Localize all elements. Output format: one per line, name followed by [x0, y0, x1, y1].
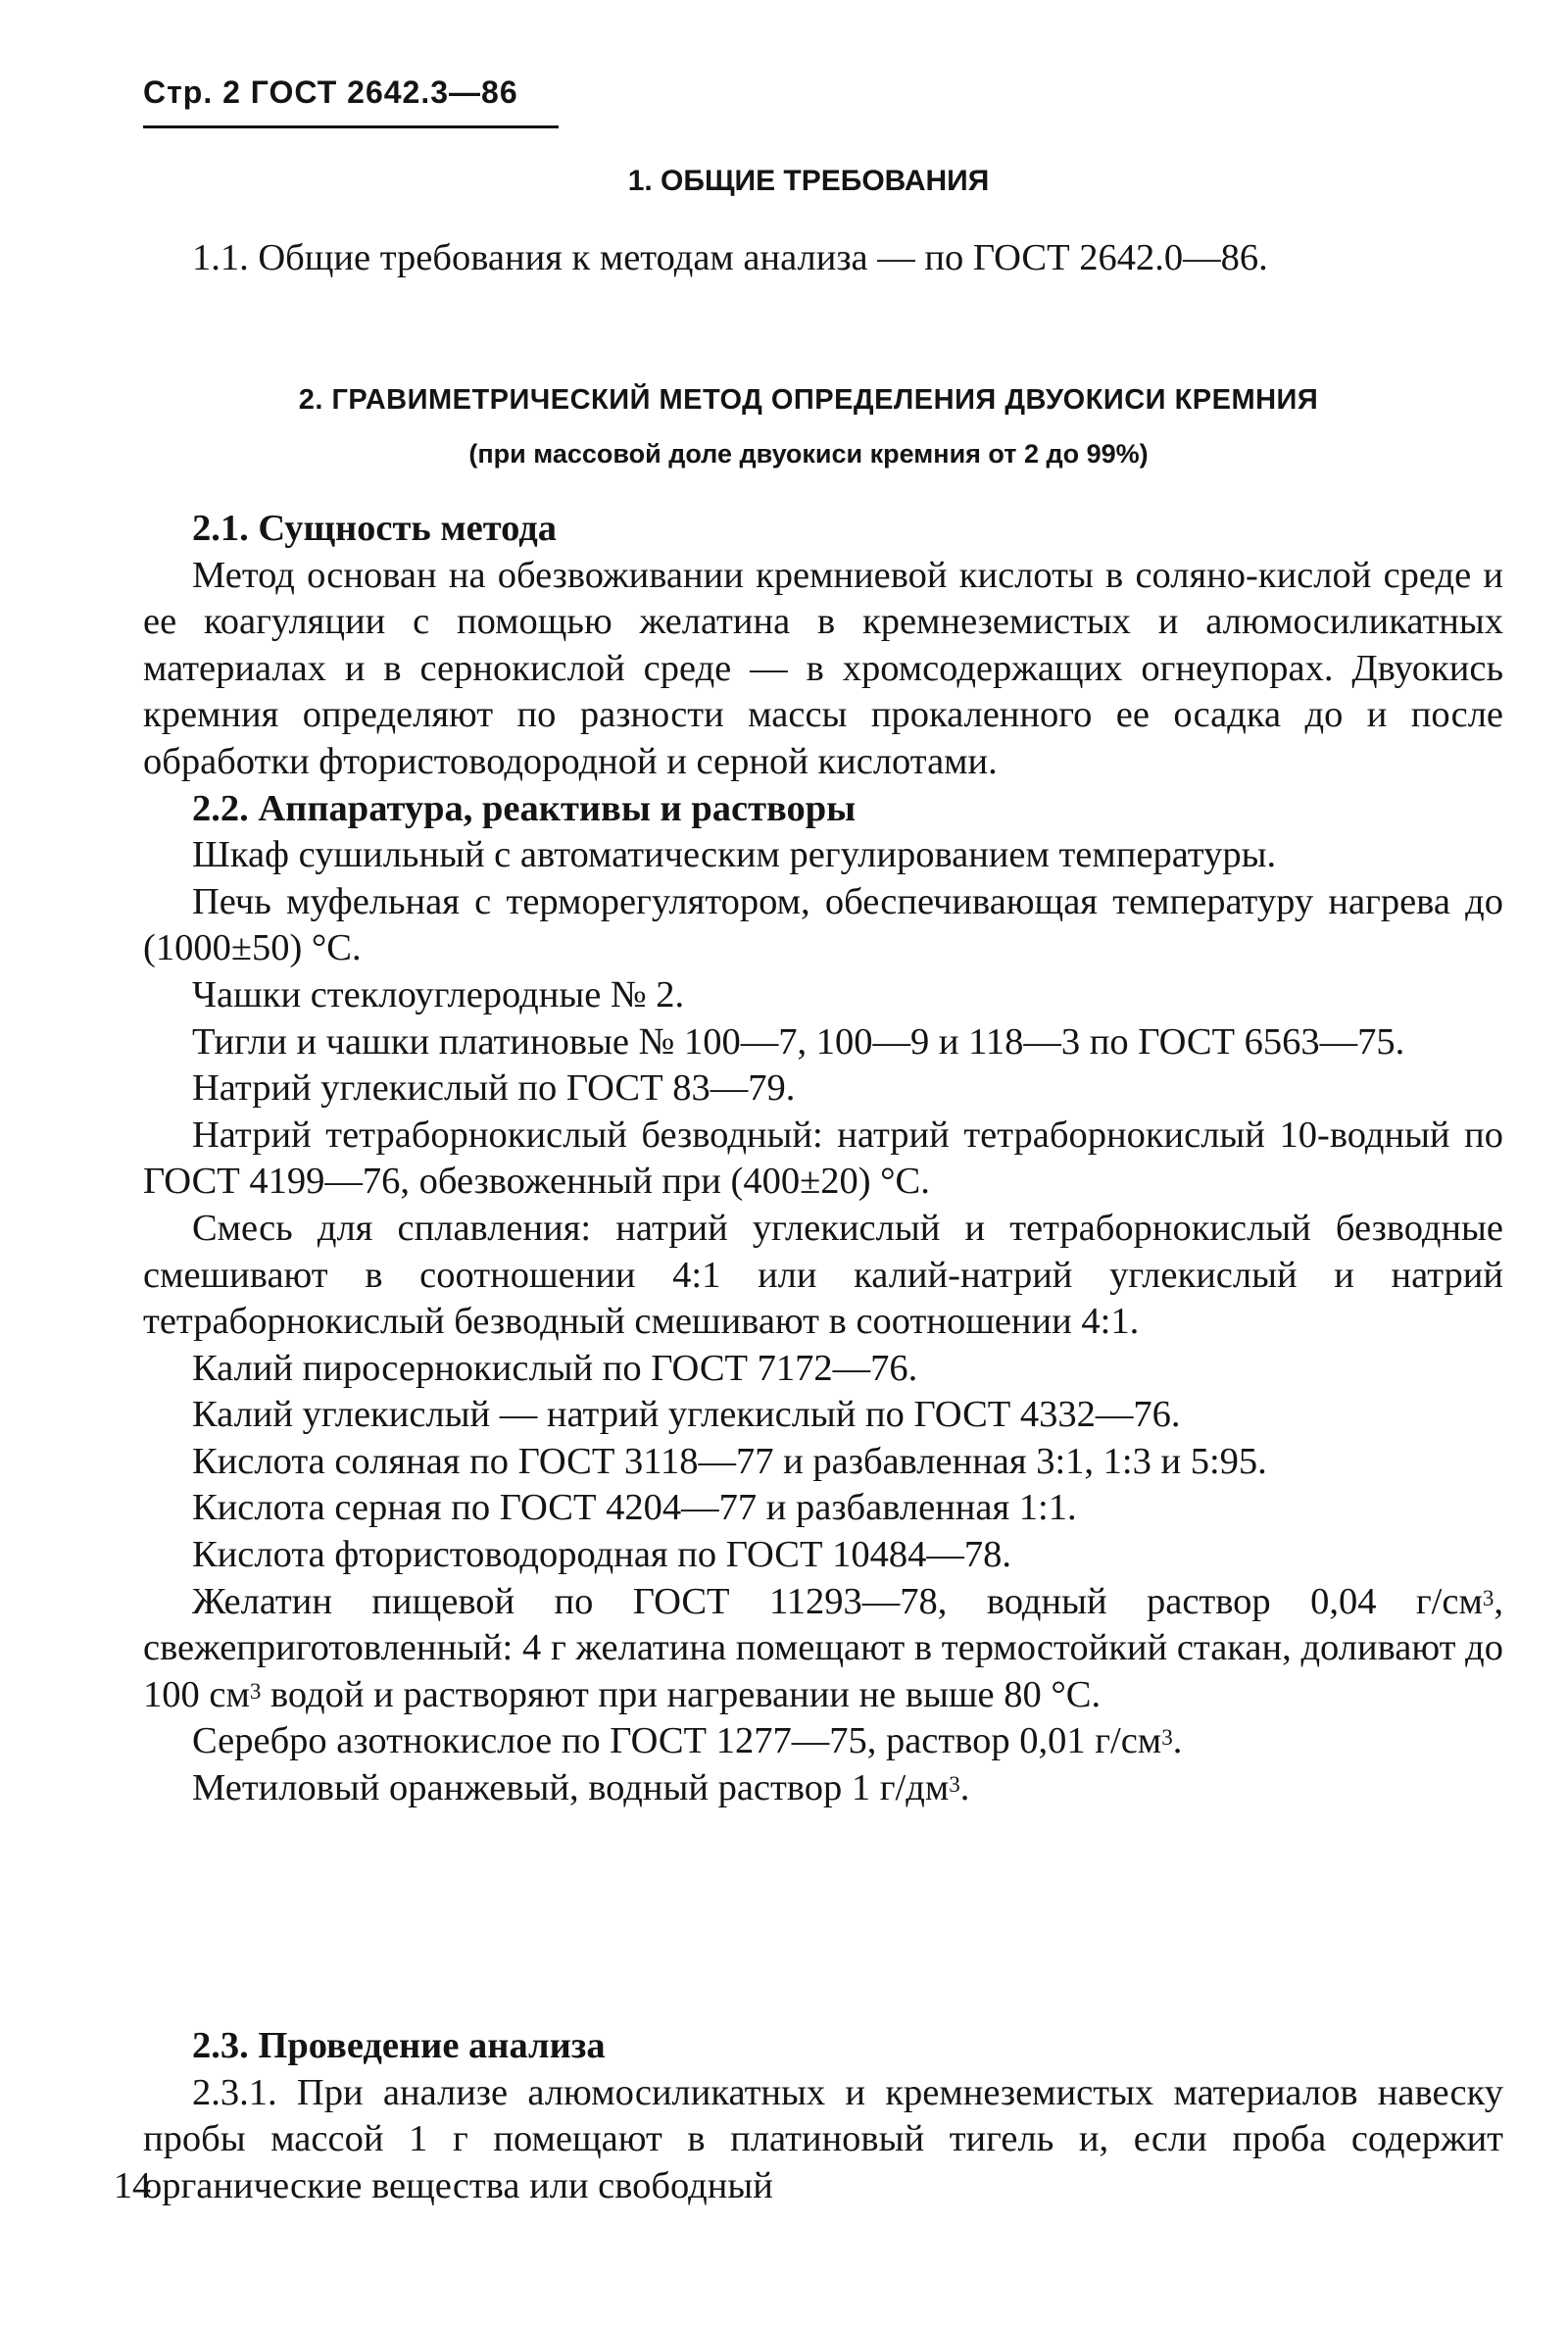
section-2-body	[143, 506, 1503, 1812]
reagent-item-silver-nitrate: Серебро азотнокислое по ГОСТ 1277—75, раствор 0,01 $г/см^3$.	[192, 1720, 1183, 1762]
reagent-item: Калий пиросернокислый по ГОСТ 7172—76.	[192, 1347, 918, 1389]
reagent-item: Печь муфельная с терморегулятором, обеспечивающая температуру нагрева до (1000±50) °С.	[143, 880, 1503, 969]
reagent-item: Шкаф сушильный с автоматическим регулированием температуры.	[192, 834, 1277, 876]
reagent-item: Натрий углекислый по ГОСТ 83—79.	[192, 1067, 796, 1110]
section-2-heading: 2. ГРАВИМЕТРИЧЕСКИЙ МЕТОД ОПРЕДЕЛЕНИЯ ДВУОКИСИ КРЕМНИЯ	[298, 384, 1319, 416]
reagent-item: Кислота соляная по ГОСТ 3118—77 и разбавленная 3:1, 1:3 и 5:95.	[192, 1440, 1267, 1482]
subsection-2-3-title: 2.3. Проведение анализа	[192, 2025, 606, 2066]
reagent-item: Кислота фтористоводородная по ГОСТ 10484—78.	[192, 1534, 1012, 1576]
running-header: Стр. 2 ГОСТ 2642.3—86	[143, 74, 518, 110]
reagent-item: Кислота серная по ГОСТ 4204—77 и разбавленная 1:1.	[192, 1487, 1077, 1529]
paragraph-1-1: 1.1. Общие требования к методам анализа — по ГОСТ 2642.0—86.	[192, 237, 1268, 278]
section-1-heading: 1. ОБЩИЕ ТРЕБОВАНИЯ	[627, 165, 990, 197]
section-2-3-body	[143, 2023, 1503, 2209]
reagent-item: Калий углекислый — натрий углекислый по ГОСТ 4332—76.	[192, 1394, 1181, 1436]
reagent-item: Смесь для сплавления: натрий углекислый и тетраборнокислый безводные смешивают в соотношении 4:1 или калий-натрий углекислый и натрий тетраборнокислый безводный смешивают в соотношении 4:1.	[143, 1207, 1503, 1343]
reagent-item: Тигли и чашки платиновые № 100—7, 100—9 и 118—3 по ГОСТ 6563—75.	[192, 1020, 1405, 1063]
reagent-item-methyl-orange: Метиловый оранжевый, водный раствор 1 $г/дм^3$.	[192, 1767, 970, 1809]
paragraph-2-1: Метод основан на обезвоживании кремниевой кислоты в соляно-кислой среде и ее коагуляции с помощью желатина в кремнеземистых и алюмосиликатных материалах и в сернокислой среде — в хромсодержащих огнеупорах. Двуокись кремния определяют по разности массы прокаленного ее осадка до и после обработки фтористоводородной и серной кислотами.	[143, 554, 1503, 782]
reagent-item: Натрий тетраборнокислый безводный: натрий тетраборнокислый 10-водный по ГОСТ 4199—76, обезвоженный при (400±20) °С.	[143, 1114, 1503, 1203]
section-2-subheading: (при массовой доле двуокиси кремния от 2 до 99%)	[468, 439, 1149, 469]
paragraph-2-3-1: 2.3.1. При анализе алюмосиликатных и кремнеземистых материалов навеску пробы массой 1 г помещают в платиновый тигель и, если проба содержит органические вещества или свободный	[143, 2071, 1503, 2206]
reagent-item: Чашки стеклоуглеродные № 2.	[192, 973, 685, 1015]
reagent-item-gelatin: Желатин пищевой по ГОСТ 11293—78, водный раствор 0,04 $г/см^3$, свежеприготовленный: 4 г желатина помещают в термостойкий стакан, доливают до 100 $см^3$ водой и растворяют при нагревании не выше 80 °С.	[143, 1580, 1503, 1715]
section-1-body	[143, 235, 1503, 282]
header-rule	[143, 125, 559, 128]
subsection-2-1-title: 2.1. Сущность метода	[192, 508, 557, 549]
page-number: 14	[114, 2165, 151, 2206]
subsection-2-2-title: 2.2. Аппаратура, реактивы и растворы	[192, 787, 857, 829]
